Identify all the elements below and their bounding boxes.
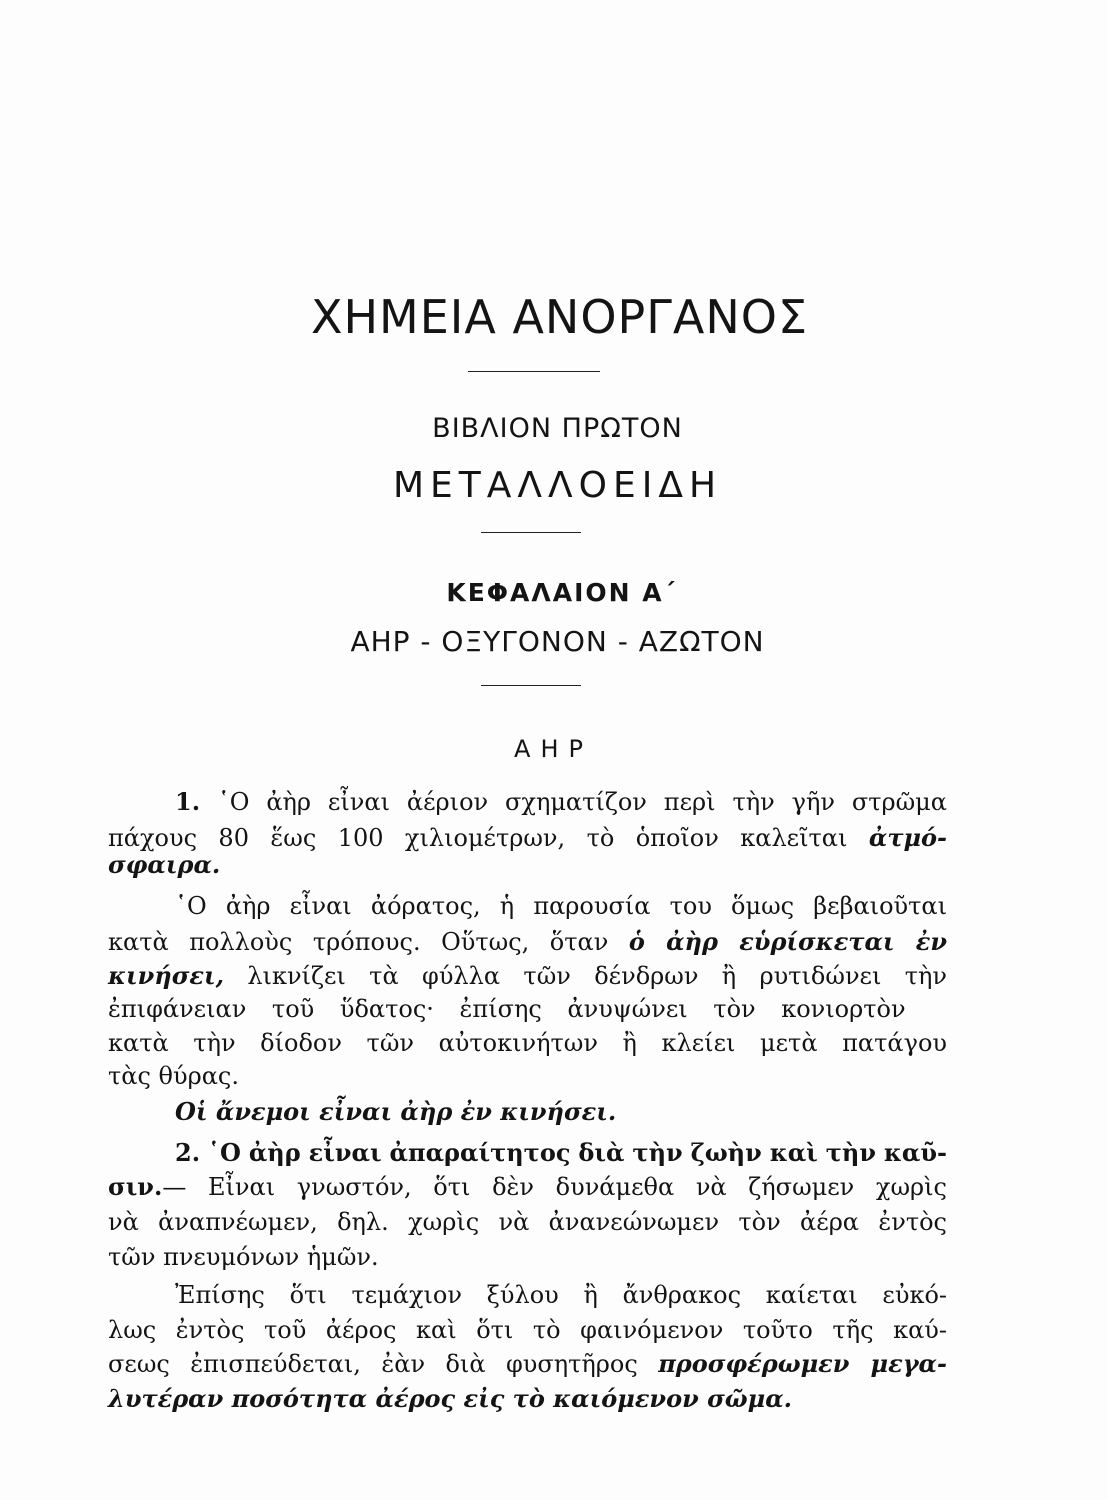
emphasis-text-run: σιν. [108,1172,163,1201]
body-line [108,1031,947,1055]
body-line [175,894,947,918]
body-text-run: τὰς θύρας. [108,1062,239,1090]
body-line [175,787,947,816]
body-text-run: ῾Ο ἀὴρ εἶναι ἀέριον σχηματίζον περὶ τὴν γῆν στρῶμα [217,788,947,816]
body-text-run: — Εἶναι γνωστόν, ὅτι δὲν δυνάμεθα νὰ ζήσωμεν χωρὶς [162,1173,947,1201]
subtitle-divider [481,532,581,533]
emphasis-text-run: λυτέραν ποσότητα ἀέρος εἰς τὸ καιόμενον σῶμα. [108,1384,793,1413]
body-line [108,1210,947,1234]
chapter-label: ΚΕΦΑΛΑΙΟΝ Α΄ [446,578,677,607]
emphasis-text-run: κινήσει, [108,961,224,990]
emphasis-text-run: 1. [175,787,218,816]
body-text-run: πάχους 80 ἕως 100 χιλιομέτρων, τὸ ὁποῖον καλεῖται [108,824,869,852]
section-title: ΑΗΡ [514,735,593,763]
body-line [108,927,948,956]
emphasis-text-run: Οἱ ἄνεμοι εἶναι ἀὴρ ἐν κινήσει. [175,1097,617,1126]
body-line [108,850,221,879]
emphasis-text-run: 2. ῾Ο ἀὴρ εἶναι ἀπαραίτητος διὰ τὴν ζωὴν καὶ τὴν καῦ- [175,1138,947,1167]
body-line [108,961,947,990]
emphasis-text-run: σφαιρα. [108,850,221,879]
body-line [175,1283,947,1307]
body-line [108,1384,793,1413]
body-text-run: ἐπιφάνειαν τοῦ ὕδατος· ἐπίσης ἀνυψώνει τὸν κονιορτὸν [108,995,906,1023]
body-line [108,1349,947,1378]
chapter-title: ΑΗΡ - ΟΞΥΓΟΝΟΝ - ΑΖΩΤΟΝ [350,625,765,658]
body-text-run: νὰ ἀναπνέωμεν, δηλ. χωρὶς νὰ ἀνανεώνωμεν τὸν ἀέρα ἐντὸς [108,1208,947,1236]
body-text-run: κατὰ πολλοὺς τρόπους. Οὕτως, ὅταν [108,928,629,956]
emphasis-text-run: προσφέρωμεν μεγα- [658,1349,947,1378]
page-title: ΧΗΜΕΙΑ ΑΝΟΡΓΑΝΟΣ [310,290,809,344]
body-text-run: Ἐπίσης ὅτι τεμάχιον ξύλου ἢ ἄνθρακος καίεται εὐκό- [175,1281,947,1309]
book-label: ΒΙΒΛΙΟΝ ΠΡΩΤΟΝ [432,413,683,444]
chapter-divider [481,685,581,686]
body-line [175,1097,617,1126]
body-line [108,823,947,852]
emphasis-text-run: ἀτμό- [868,823,947,852]
emphasis-text-run: ὁ ἀὴρ εὑρίσκεται ἐν [628,927,948,956]
body-text-run: λικνίζει τὰ φύλλα τῶν δένδρων ἢ ρυτιδώνει τὴν [223,962,947,990]
body-text-run: κατὰ τὴν δίοδον τῶν αὐτοκινήτων ἢ κλείει μετὰ πατάγου [108,1029,947,1057]
book-subtitle: ΜΕΤΑΛΛΟΕΙΔΗ [392,465,723,506]
body-line [175,1138,947,1167]
body-line [108,1064,239,1088]
body-line [108,1172,947,1201]
title-divider [468,371,600,372]
body-text-run: τῶν πνευμόνων ἡμῶν. [108,1243,379,1271]
body-line [108,997,906,1021]
body-text-run: σεως ἐπισπεύδεται, ἐὰν διὰ φυσητῆρος [108,1350,659,1378]
body-line [108,1245,379,1269]
body-text-run: ῾Ο ἀὴρ εἶναι ἀόρατος, ἡ παρουσία του ὅμως βεβαιοῦται [175,892,947,920]
body-line [108,1318,947,1342]
body-text-run: λως ἐντὸς τοῦ ἀέρος καὶ ὅτι τὸ φαινόμενον τοῦτο τῆς καύ- [108,1316,947,1344]
